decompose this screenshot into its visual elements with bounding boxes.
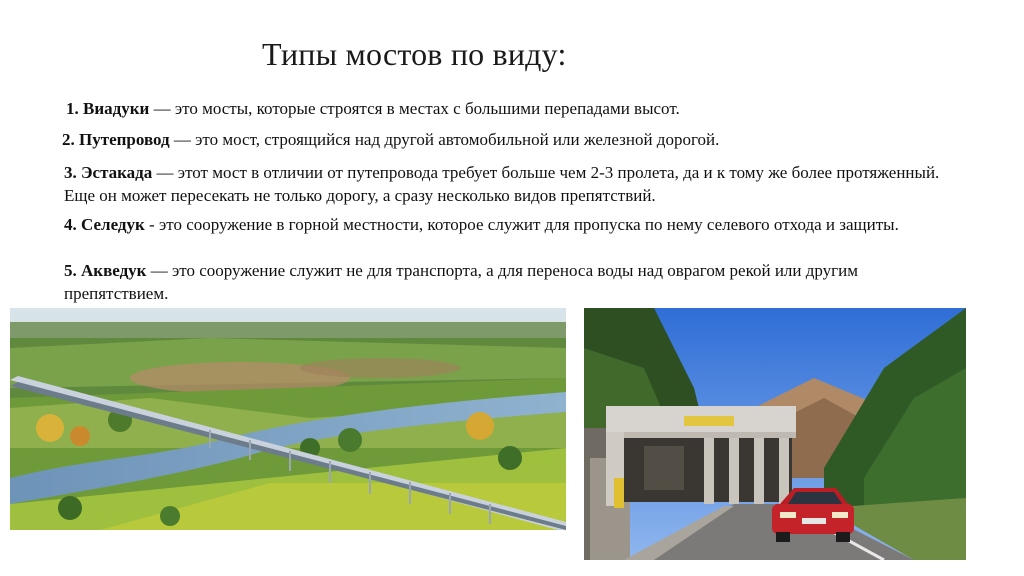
list-item-viaduct [66,97,866,120]
item-description: - это сооружение в горной местности, которое служит для пропуска по нему селевого отхода и защиты. [144,215,899,234]
item-description: — этот мост в отличии от путепровода требует больше чем 2-3 пролета, да и к тому же более протяженный. Еще он может пересекать не только дорогу, а сразу несколько видов препятствий. [64,163,940,205]
mudflow-gallery-photo [584,308,966,560]
list-item-estakada [64,161,944,207]
item-description: — это мосты, которые строятся в местах с большими перепадами высот. [149,99,680,118]
item-term: 4. Селедук [64,215,145,234]
list-item-aqueduct [64,259,944,305]
item-term: 5. Акведук [64,261,147,280]
item-term: 3. Эстакада [64,163,153,182]
list-item-overpass [62,128,862,151]
slide-title: Типы мостов по виду: [262,36,567,72]
item-description: — это мост, строящийся над другой автомобильной или железной дорогой. [169,130,720,149]
aqueduct-photo [10,308,566,530]
item-description: — это сооружение служит не для транспорта, а для переноса воды над оврагом рекой или другим препятствием. [64,261,858,303]
item-term: 2. Путепровод [62,130,170,149]
item-term: 1. Виадуки [66,99,150,118]
list-item-seleduk [64,213,924,236]
